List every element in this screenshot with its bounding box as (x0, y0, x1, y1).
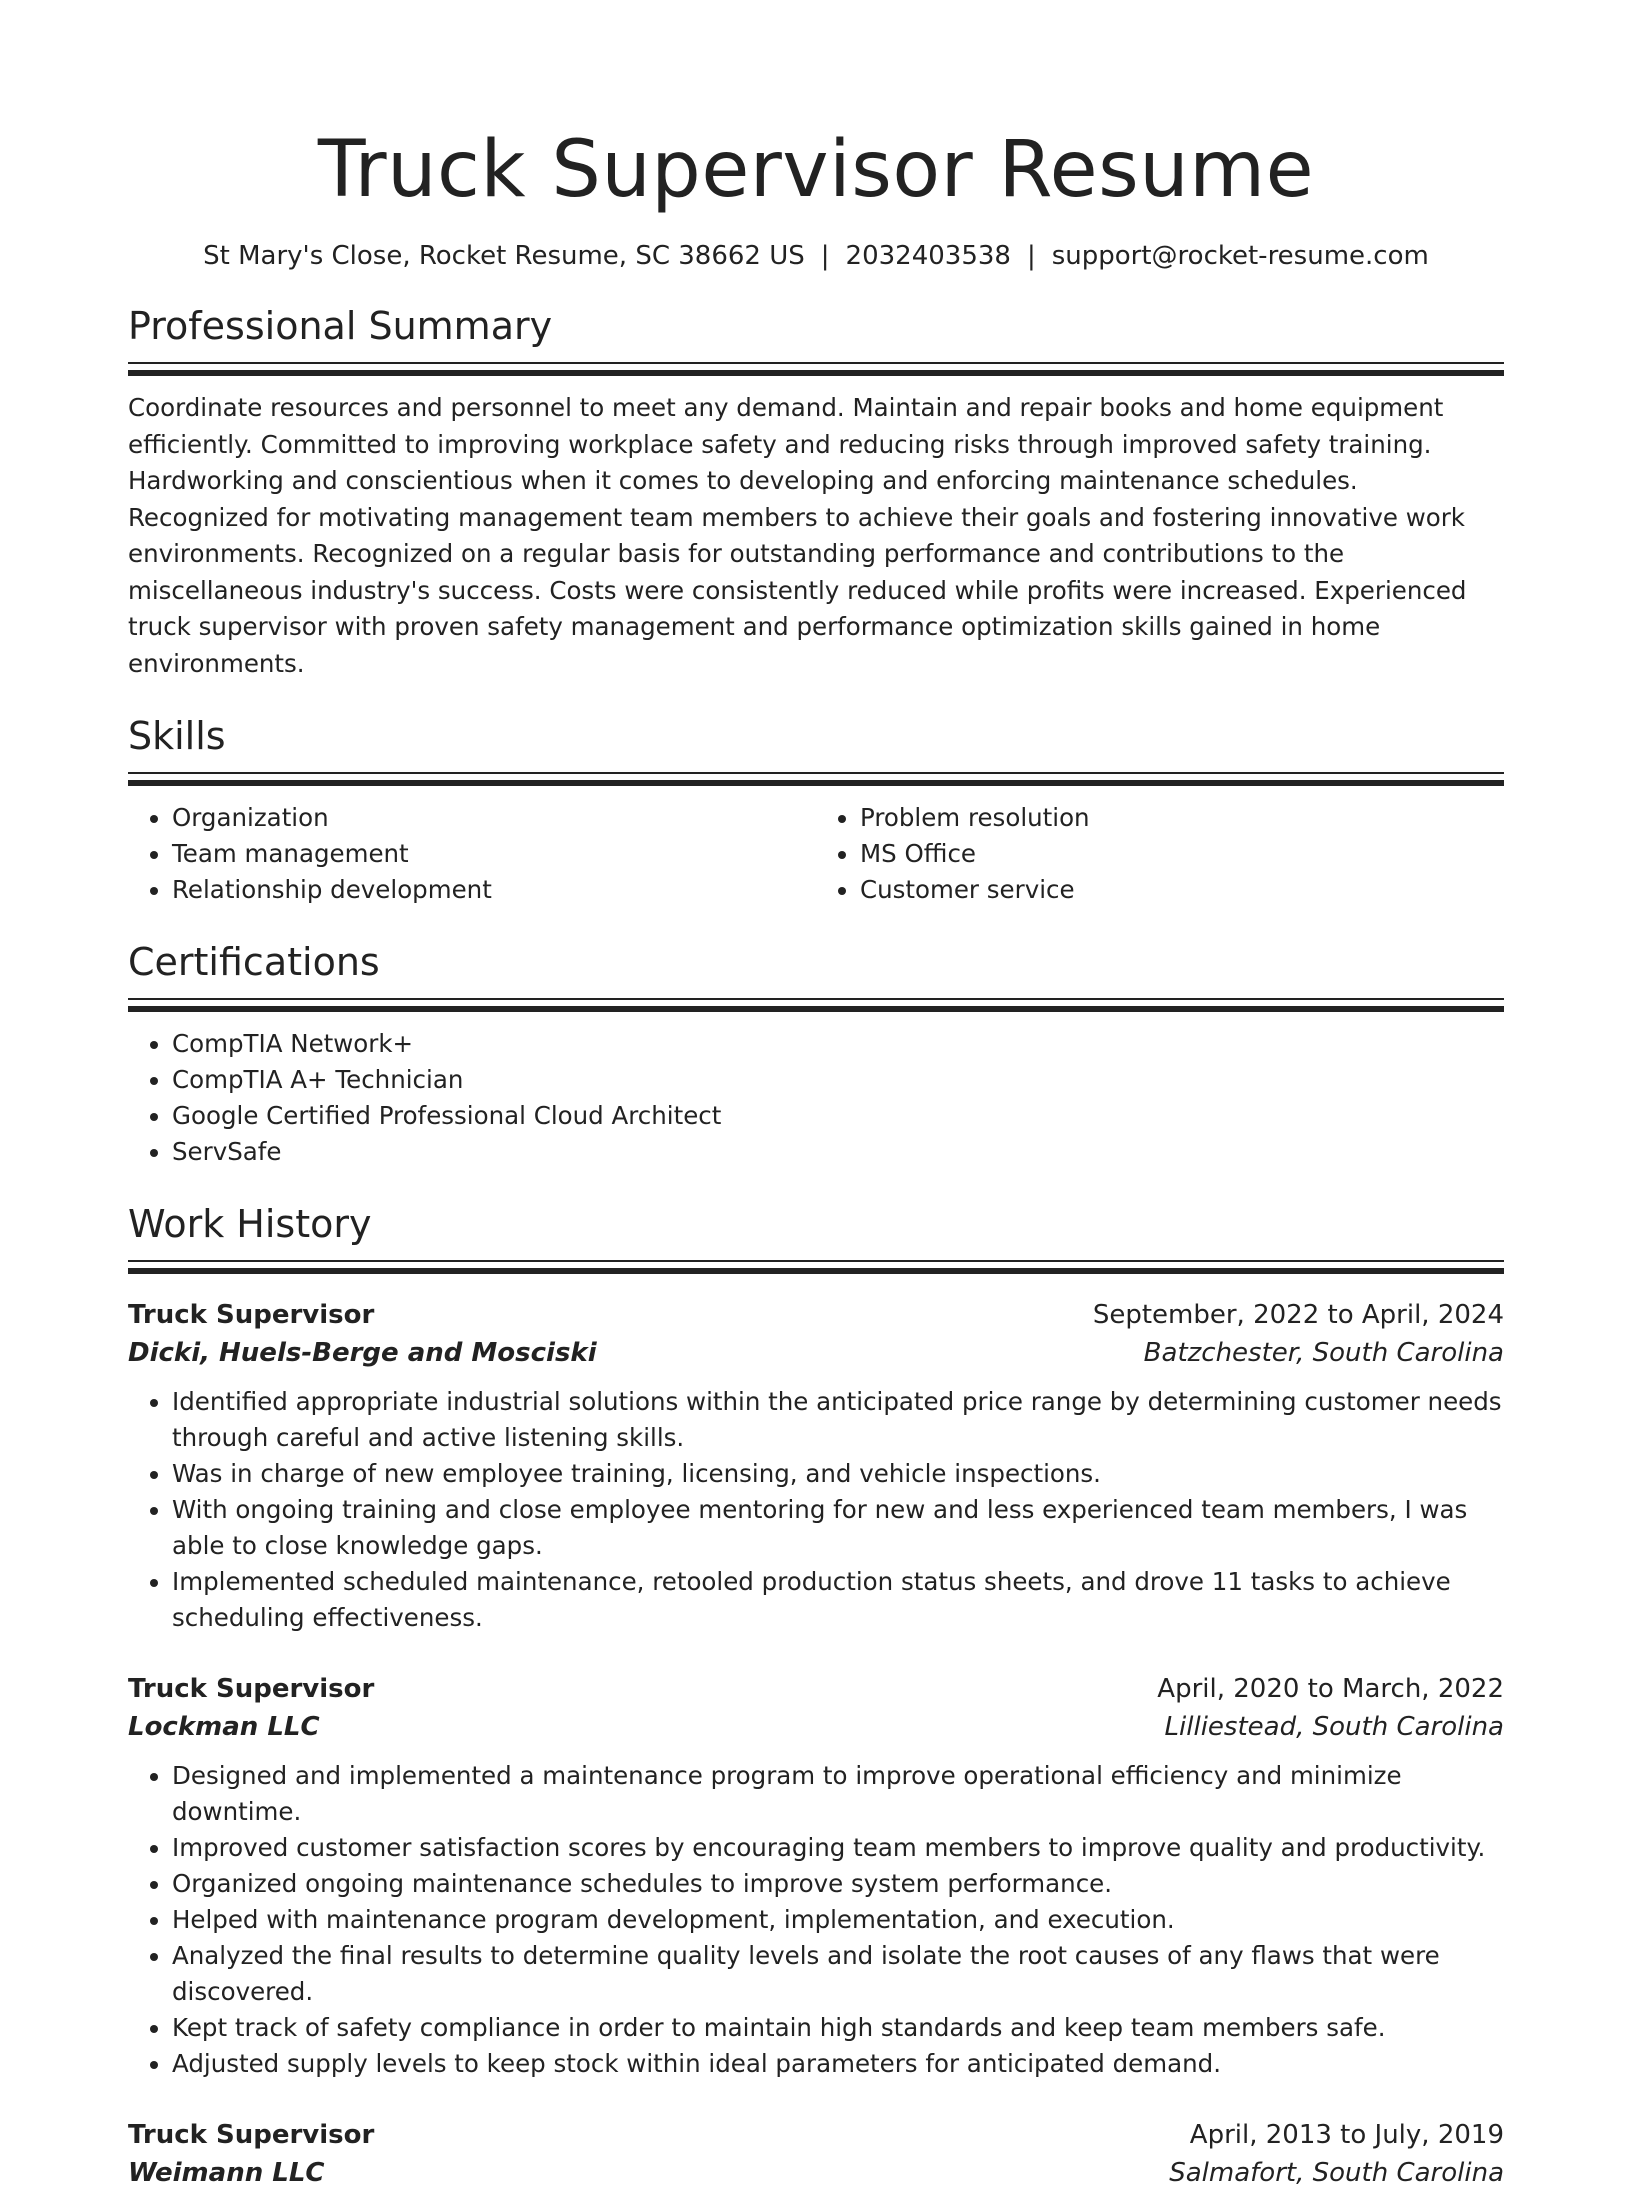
job-title: Truck Supervisor (128, 1300, 375, 1330)
job-bullets (128, 1384, 1504, 1636)
job-dates: April, 2013 to July, 2019 (1189, 2120, 1504, 2150)
skill-item: • MS Office (860, 836, 1504, 872)
job-location: Batzchester, South Carolina (1143, 1338, 1504, 1368)
job-title: Truck Supervisor (128, 2120, 375, 2150)
job-header-row (128, 1670, 1504, 1708)
skill-item: • Customer service (860, 872, 1504, 908)
contact-line (128, 238, 1504, 274)
job-bullet: • Adjusted supply levels to keep stock within ideal parameters for anticipated demand. (172, 2046, 1504, 2082)
skills-left-list (128, 800, 816, 908)
contact-separator: | (1026, 241, 1036, 271)
job-dates: April, 2020 to March, 2022 (1157, 1674, 1504, 1704)
skills-grid (128, 786, 1504, 908)
job-header-row (128, 2116, 1504, 2154)
job-entry (128, 1296, 1504, 1636)
job-bullet: • With ongoing training and close employee mentoring for new and less experienced team members, I was able to close knowledge gaps. (172, 1492, 1504, 1564)
skill-item: • Relationship development (172, 872, 816, 908)
job-company-row (128, 2154, 1504, 2192)
job-company-row (128, 1334, 1504, 1372)
job-bullet: • Was in charge of new employee training, licensing, and vehicle inspections. (172, 1456, 1504, 1492)
section-divider (128, 362, 1504, 364)
skills-heading: Skills (128, 714, 226, 758)
job-bullet: • Helped with maintenance program development, implementation, and execution. (172, 1902, 1504, 1938)
page-title: Truck Supervisor Resume (317, 125, 1315, 215)
certification-item: • ServSafe (172, 1134, 1504, 1170)
skill-item: • Team management (172, 836, 816, 872)
job-title: Truck Supervisor (128, 1674, 375, 1704)
summary-section (128, 302, 1504, 682)
work-history-heading: Work History (128, 1202, 372, 1246)
contact-email[interactable]: support@rocket-resume.com (1051, 241, 1429, 271)
section-divider (128, 998, 1504, 1000)
job-bullet: • Identified appropriate industrial solutions within the anticipated price range by determining customer needs through careful and active listening skills. (172, 1384, 1504, 1456)
section-divider (128, 1006, 1504, 1012)
section-divider (128, 1268, 1504, 1274)
job-bullets (128, 1758, 1504, 2082)
certifications-list (128, 1026, 1504, 1170)
section-divider (128, 772, 1504, 774)
summary-heading: Professional Summary (128, 304, 553, 348)
job-entry (128, 2116, 1504, 2192)
job-location: Salmafort, South Carolina (1169, 2158, 1504, 2188)
skills-section (128, 712, 1504, 908)
job-bullet: • Analyzed the final results to determine quality levels and isolate the root causes of any flaws that were discovered. (172, 1938, 1504, 2010)
job-bullet: • Improved customer satisfaction scores by encouraging team members to improve quality and productivity. (172, 1830, 1504, 1866)
certification-item: • CompTIA Network+ (172, 1026, 1504, 1062)
job-bullet: • Organized ongoing maintenance schedules to improve system performance. (172, 1866, 1504, 1902)
skill-item: • Organization (172, 800, 816, 836)
skill-item: • Problem resolution (860, 800, 1504, 836)
job-bullet: • Implemented scheduled maintenance, retooled production status sheets, and drove 11 tasks to achieve scheduling effectiveness. (172, 1564, 1504, 1636)
job-header-row (128, 1296, 1504, 1334)
certifications-section (128, 938, 1504, 1170)
job-dates: September, 2022 to April, 2024 (1092, 1300, 1504, 1330)
job-entry (128, 1670, 1504, 2082)
contact-phone: 2032403538 (845, 241, 1011, 271)
job-company: Dicki, Huels-Berge and Mosciski (128, 1338, 597, 1368)
skills-right-list (816, 800, 1504, 908)
certification-item: • CompTIA A+ Technician (172, 1062, 1504, 1098)
contact-address: St Mary's Close, Rocket Resume, SC 38662 US (203, 241, 805, 271)
certification-item: • Google Certified Professional Cloud Architect (172, 1098, 1504, 1134)
certifications-heading: Certifications (128, 940, 380, 984)
summary-text: Coordinate resources and personnel to meet any demand. Maintain and repair books and home equipment efficiently. Committed to improving workplace safety and reducing risks through improved safety training. Hardworking and conscientious when it comes to developing and enforcing maintenance schedules. Recognized for motivating management team members to achieve their goals and fostering innovative work environments. Recognized on a regular basis for outstanding performance and contributions to the miscellaneous industry's success. Costs were consistently reduced while profits were increased. Experienced truck supervisor with proven safety management and performance optimization skills gained in home environments. (128, 393, 1467, 678)
section-divider (128, 370, 1504, 376)
job-bullet: • Designed and implemented a maintenance program to improve operational efficiency and minimize downtime. (172, 1758, 1504, 1830)
job-company-row (128, 1708, 1504, 1746)
section-divider (128, 1260, 1504, 1262)
work-history-section (128, 1200, 1504, 2192)
job-bullet: • Kept track of safety compliance in order to maintain high standards and keep team members safe. (172, 2010, 1504, 2046)
contact-separator: | (820, 241, 830, 271)
job-company: Lockman LLC (128, 1712, 320, 1742)
job-company: Weimann LLC (128, 2158, 325, 2188)
job-location: Lilliestead, South Carolina (1164, 1712, 1504, 1742)
